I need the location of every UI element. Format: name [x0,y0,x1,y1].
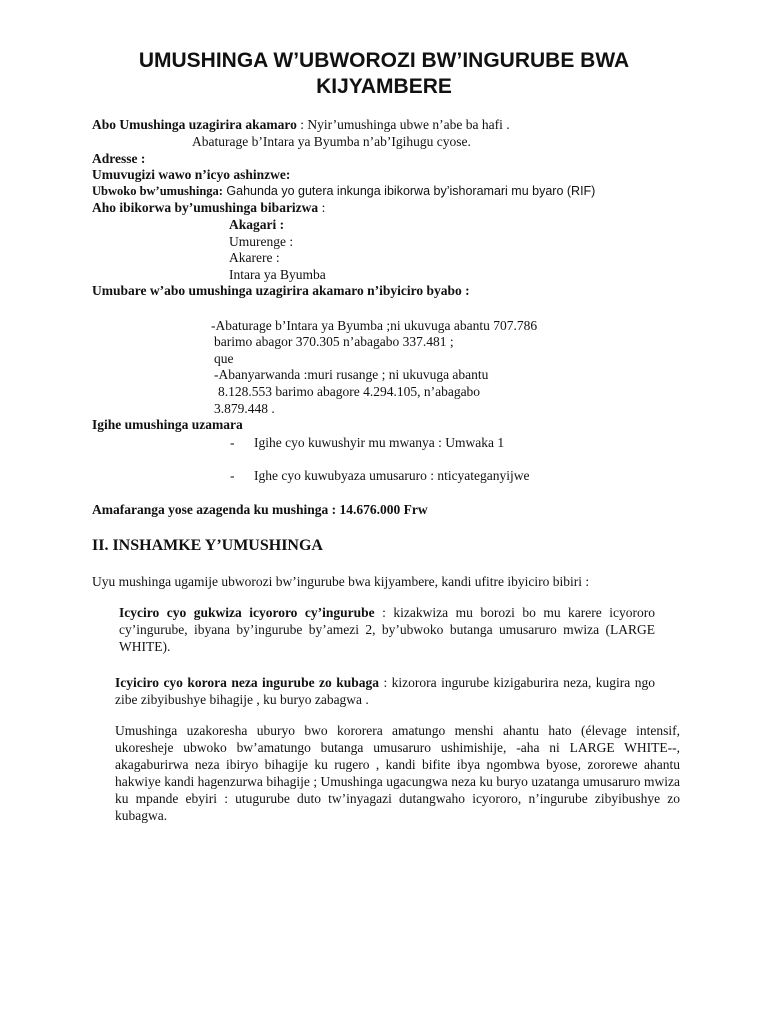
count-line-6: 3.879.448 . [214,401,275,416]
project-type-value: Gahunda yo gutera inkunga ibikorwa by’ishoramari mu byaro (RIF) [222,184,596,198]
section2-intro: Uyu mushinga ugamije ubworozi bw’ingurube bwa kijyambere, kandi ufitre ibyiciro bibiri : [92,574,590,589]
project-type-label: Ubwoko bw’umushinga: [92,184,223,198]
beneficiaries-label: Abo Umushinga uzagirira akamaro [92,117,297,132]
section2-heading: II. INSHAMKE Y’UMUSHINGA [92,537,323,554]
intara-label: Intara ya Byumba [229,267,326,282]
duration-item-1: Igihe cyo kuwushyir mu mwanya : Umwaka 1 [254,435,505,450]
akagari-label: Akagari : [229,217,285,232]
phase1-paragraph [119,604,655,655]
location-label: Aho ibikorwa by’umushinga bibarizwa [92,200,319,215]
count-line-4: -Abanyarwanda :muri rusange ; ni ukuvuga abantu [214,367,489,382]
umurenge-label: Umurenge : [229,234,294,249]
document-title-line2: KIJYAMBERE [316,75,452,98]
budget-total: Amafaranga yose azagenda ku mushinga : 14.676.000 Frw [92,502,428,517]
beneficiaries-line [92,116,510,133]
beneficiary-count-label: Umubare w’abo umushinga uzagirira akamaro n’ibyiciro byabo : [92,283,470,298]
address-label: Adresse : [92,151,146,166]
duration-item-2: Ighe cyo kuwubyaza umusaruro : nticyateganyijwe [254,468,530,483]
count-line-2: barimo abagor 370.305 n’abagabo 337.481 ; [214,334,454,349]
phase1-text: : kizakwiza mu borozi bo mu karere icyororo cy’ingurube, ibyana by’ingurube by’amezi 2, by’ubwoko butanga umusaruro mwiza (LARGE WHITE). [119,605,655,654]
count-line-1: -Abaturage b’Intara ya Byumba ;ni ukuvuga abantu 707.786 [211,318,538,333]
count-line-3: que [214,351,234,366]
count-line-5: 8.128.553 barimo abagore 4.294.105, n’abagabo [218,384,481,399]
phase2-text: : kizorora ingurube kizigaburira neza, kugira ngo zibe zibyibushye bihagije , ku buryo zabagwa . [115,675,655,707]
akarere-label: Akarere : [229,250,280,265]
phase1-label: Icyciro cyo gukwiza icyororo cy’ingurube [119,605,375,620]
phase2-label: Icyiciro cyo korora neza ingurube zo kubaga [115,675,379,690]
location-line [92,199,325,216]
duration-label: Igihe umushinga uzamara [92,417,243,432]
leader-label: Umuvugizi wawo n’icyo ashinzwe: [92,167,291,182]
duration-bullet-2: - [230,468,235,483]
beneficiaries-line2: Abaturage b’Intara ya Byumba n’ab’Igihugu cyose. [192,134,471,149]
method-paragraph: Umushinga uzakoresha uburyo bwo kororera amatungo menshi ahantu hato (élevage intensif, ukoresheje ubwoko bw’amatungo butanga umusaruro ushimishije, -aha ni LARGE WHITE--, akagaburirwa neza ibiryo bihagije ku rugero , kandi bifite ibya ngombwa byose, zororewe ahantu hakwiye kandi hagenzurwa bihagije ; Umushinga ugacungwa neza ku buryo uzatanga umusaruro mwiza ku mpande ebyiri : utugurube duto tw’inyagazi dutangwaho icyororo, n’ingurube zibyibushye zo kubagwa. [115,723,680,823]
location-colon: : [318,200,326,215]
duration-bullet-1: - [230,435,235,450]
project-type-line [92,183,595,200]
phase2-paragraph [115,674,655,708]
document-title-line1: UMUSHINGA W’UBWOROZI BW’INGURUBE BWA [138,49,630,72]
beneficiaries-value: : Nyir’umushinga ubwe n’abe ba hafi . [296,117,510,132]
